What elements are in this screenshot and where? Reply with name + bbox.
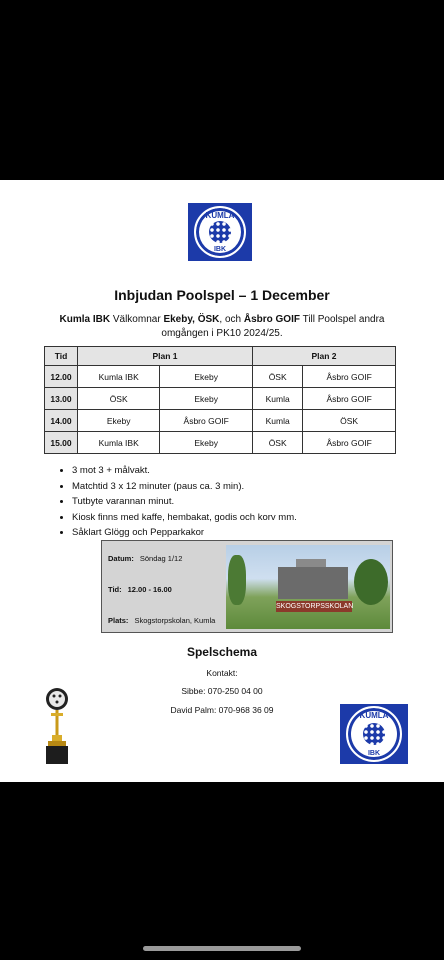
contact-sibbe: Sibbe: 070-250 04 00: [181, 686, 263, 696]
schedule-heading: Spelschema: [186, 645, 258, 659]
rules-list: [56, 463, 412, 541]
list-item: • Kiosk finns med kaffe, hembakat, godis och korv mm.: [72, 510, 412, 526]
event-info-box: [101, 540, 393, 633]
table-row: 12.00 Kumla IBK Ekeby ÖSK Åsbro GOIF: [45, 366, 396, 388]
list-item: • 3 mot 3 + målvakt.: [72, 463, 412, 479]
invitation-document: [0, 180, 444, 782]
header-plan2: Plan 2: [253, 347, 396, 366]
home-indicator[interactable]: [143, 946, 301, 951]
schedule-table: [44, 346, 396, 454]
logo-text-bottom: IBK: [213, 246, 227, 253]
table-row: 14.00 Ekeby Åsbro GOIF Kumla ÖSK: [45, 410, 396, 432]
table-row: 15.00 Kumla IBK Ekeby ÖSK Åsbro GOIF: [45, 432, 396, 454]
contact-label: Kontakt:: [206, 668, 238, 678]
contact-david: David Palm: 070-968 36 09: [170, 705, 274, 715]
kumla-ibk-logo-bottom: KUMLA IBK: [340, 704, 408, 764]
table-row: 13.00 ÖSK Ekeby Kumla Åsbro GOIF: [45, 388, 396, 410]
intro-text: Kumla IBK Välkomnar Ekeby, ÖSK, och Åsbro GOIF Till Poolspel andra omgången i PK10 2024/25.: [59, 314, 385, 339]
header-plan1: Plan 1: [78, 347, 253, 366]
trophy-icon: [44, 685, 70, 767]
floorball-icon: [363, 723, 385, 745]
table-header-row: [45, 347, 396, 366]
logo-text-top: KUMLA: [205, 211, 235, 220]
date-line: Datum: Söndag 1/12: [108, 554, 183, 563]
list-item: • Matchtid 3 x 12 minuter (paus ca. 3 min).: [72, 479, 412, 495]
school-photo: [226, 545, 390, 629]
kumla-ibk-logo-top: [188, 203, 252, 261]
time-line: Tid: 12.00 - 16.00: [108, 585, 172, 594]
header-time: Tid: [45, 347, 78, 366]
floorball-icon: [209, 221, 231, 243]
place-line: Plats: Skogstorpskolan, Kumla: [108, 616, 216, 625]
school-sign: SKOGSTORPSSKOLAN: [276, 603, 354, 610]
list-item: • Såklart Glögg och Pepparkakor: [72, 525, 412, 541]
list-item: • Tutbyte varannan minut.: [72, 494, 412, 510]
document-title: Inbjudan Poolspel – 1 December: [114, 287, 330, 303]
